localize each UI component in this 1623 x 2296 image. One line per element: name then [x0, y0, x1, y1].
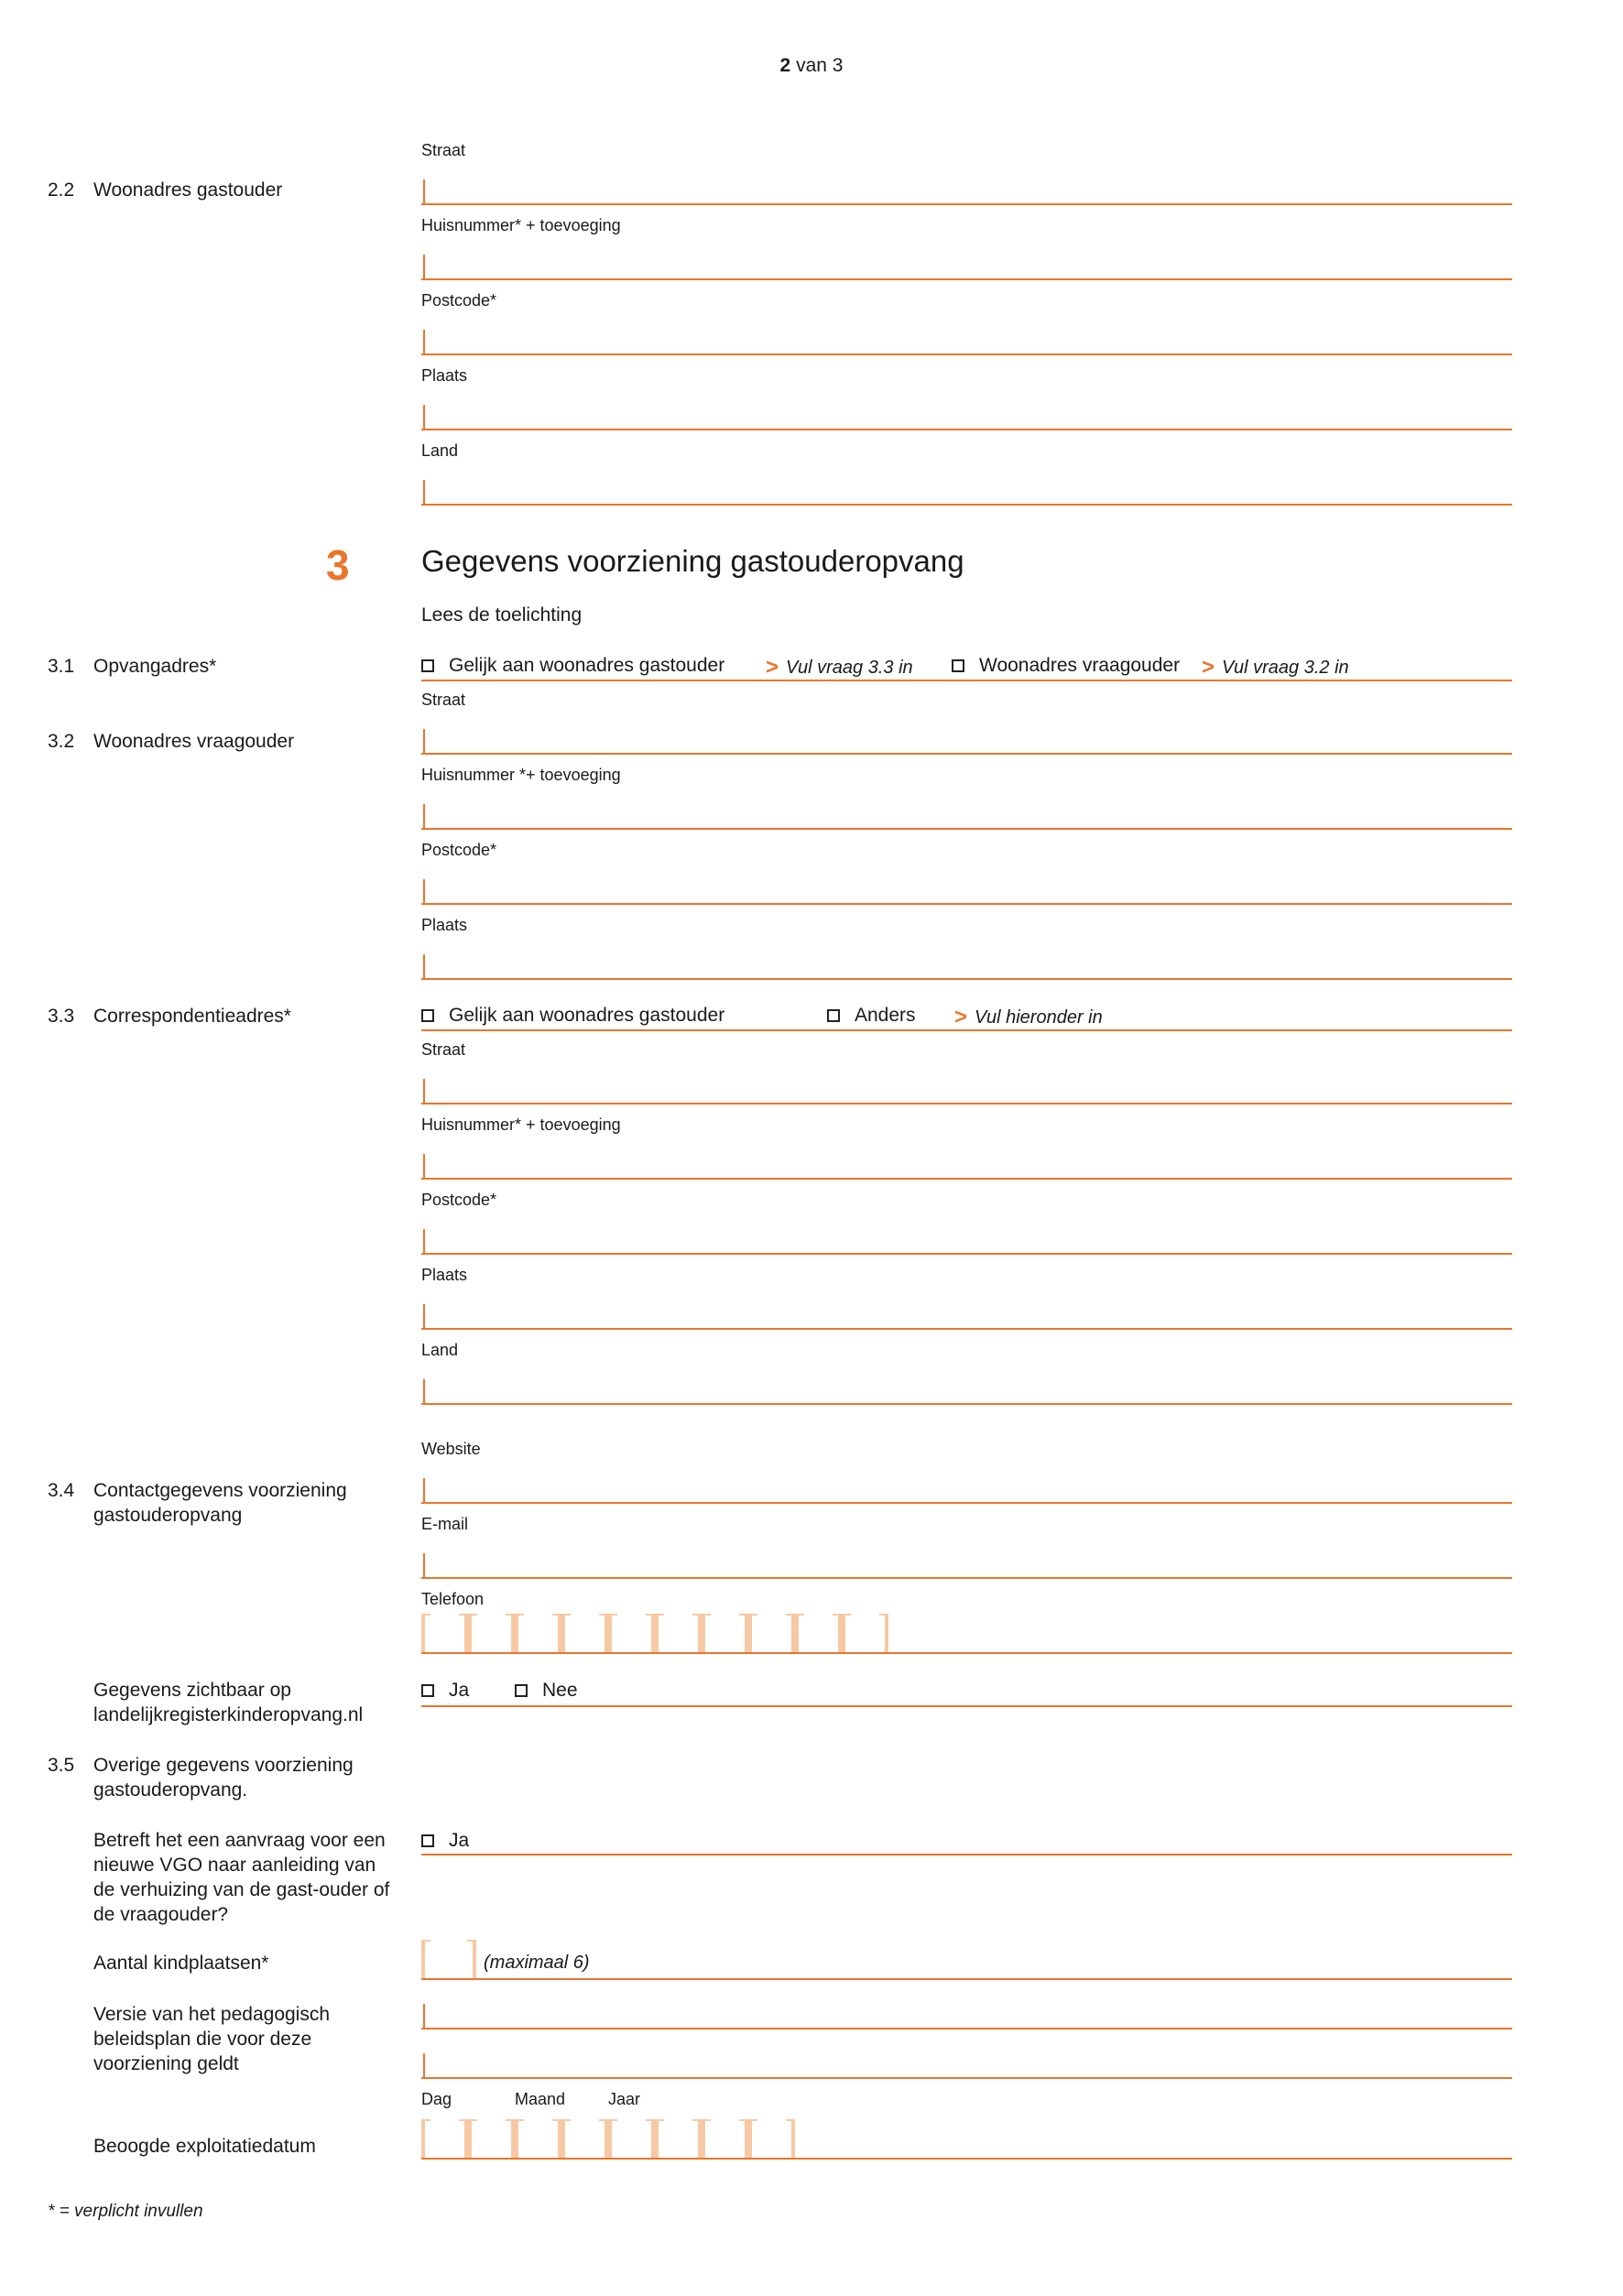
- field-label-street: Straat: [421, 1040, 466, 1059]
- date-part-year: Jaar: [608, 2090, 641, 2108]
- field-line: [421, 1854, 1512, 1855]
- question-label: Beoogde exploitatiedatum: [93, 2136, 316, 2157]
- field-line: [421, 203, 1512, 205]
- street-input[interactable]: [423, 729, 425, 753]
- street-input[interactable]: [423, 180, 425, 203]
- question-label: Versie van het pedagogisch beleidsplan die voor deze voorziening geldt: [93, 2004, 331, 2074]
- digit-box[interactable]: [702, 2119, 748, 2158]
- field-label-housenumber: Huisnummer* + toevoeging: [421, 1115, 621, 1134]
- housenumber-input[interactable]: [423, 804, 425, 828]
- arrow-icon: >: [1202, 655, 1215, 680]
- version-input-line1[interactable]: [423, 2004, 425, 2028]
- option-parent-address[interactable]: Woonadres vraagouder: [952, 655, 1180, 677]
- question-label: Correspondentieadres*: [93, 1006, 291, 1027]
- checkbox[interactable]: [421, 1009, 434, 1022]
- digit-box[interactable]: [468, 2119, 515, 2158]
- field-label-city: Plaats: [421, 1266, 468, 1284]
- digit-box[interactable]: [421, 1614, 468, 1652]
- country-input[interactable]: [423, 480, 425, 504]
- field-label-website: Website: [421, 1440, 481, 1458]
- question-label: Betreft het een aanvraag voor een nieuwe VGO naar aanleiding van de verhuizing van de gast-ouder of de vraagouder?: [93, 1830, 390, 1925]
- digit-box[interactable]: [795, 1614, 842, 1652]
- field-label-postcode: Postcode*: [421, 841, 497, 859]
- option-move-yes[interactable]: Ja: [421, 1830, 469, 1852]
- digit-box[interactable]: [468, 1614, 515, 1652]
- field-line: [421, 1253, 1512, 1255]
- places-input[interactable]: [421, 1940, 476, 1978]
- digit-box[interactable]: [748, 2119, 795, 2158]
- field-label-street: Straat: [421, 141, 466, 159]
- question-number: 2.2: [48, 180, 75, 201]
- field-label-phone: Telefoon: [421, 1590, 485, 1608]
- field-line: [421, 1705, 1512, 1707]
- checkbox[interactable]: [421, 1684, 434, 1697]
- digit-box[interactable]: [515, 1614, 561, 1652]
- question-label: Contactgegevens voorziening gastouderopvang: [93, 1480, 347, 1526]
- housenumber-input[interactable]: [423, 1154, 425, 1178]
- field-line: [421, 753, 1512, 755]
- question-label: Opvangadres*: [93, 656, 217, 677]
- question-number: 3.5: [48, 1755, 75, 1776]
- question-label: Aantal kindplaatsen*: [93, 1953, 269, 1974]
- field-line: [421, 354, 1512, 355]
- field-line: [421, 903, 1512, 905]
- arrow-icon: >: [766, 655, 779, 680]
- digit-box[interactable]: [655, 2119, 702, 2158]
- checkbox[interactable]: [952, 659, 964, 672]
- field-line: [421, 1652, 1512, 1654]
- field-line: [421, 504, 1512, 506]
- checkbox[interactable]: [421, 659, 434, 672]
- digit-box[interactable]: [702, 1614, 748, 1652]
- field-line: [421, 680, 1512, 681]
- section-title: Gegevens voorziening gastouderopvang: [421, 544, 964, 578]
- question-label: Gegevens zichtbaar op landelijkregisterkinderopvang.nl: [93, 1680, 364, 1725]
- country-input[interactable]: [423, 1379, 425, 1403]
- field-label-city: Plaats: [421, 916, 468, 934]
- digit-box[interactable]: [655, 1614, 702, 1652]
- arrow-icon: >: [954, 1005, 968, 1029]
- option-visible-no[interactable]: Nee: [515, 1680, 578, 1702]
- field-line: [421, 2028, 1512, 2029]
- question-number: 3.2: [48, 731, 75, 752]
- field-label-street: Straat: [421, 691, 466, 709]
- field-line: [421, 1403, 1512, 1405]
- website-input[interactable]: [423, 1478, 425, 1502]
- question-number: 3.3: [48, 1006, 75, 1027]
- digit-box[interactable]: [421, 2119, 468, 2158]
- postcode-input[interactable]: [423, 879, 425, 903]
- field-line: [421, 1178, 1512, 1180]
- digit-box[interactable]: [515, 2119, 561, 2158]
- option-other[interactable]: Anders: [827, 1005, 916, 1027]
- field-line: [421, 278, 1512, 280]
- street-input[interactable]: [423, 1079, 425, 1103]
- field-label-email: E-mail: [421, 1515, 469, 1533]
- field-line: [421, 978, 1512, 980]
- digit-box[interactable]: [842, 1614, 888, 1652]
- section-note: Lees de toelichting: [421, 604, 583, 626]
- email-input[interactable]: [423, 1553, 425, 1577]
- city-input[interactable]: [423, 405, 425, 429]
- field-label-city: Plaats: [421, 366, 468, 385]
- postcode-input[interactable]: [423, 1229, 425, 1253]
- question-label: Woonadres gastouder: [93, 180, 283, 201]
- hint-3-1b: > Vul vraag 3.2 in: [1202, 655, 1349, 680]
- field-label-country: Land: [421, 441, 459, 460]
- hint-3-1a: > Vul vraag 3.3 in: [766, 655, 913, 680]
- option-same-as-host[interactable]: Gelijk aan woonadres gastouder: [421, 1005, 724, 1027]
- date-part-month: Maand: [515, 2090, 566, 2108]
- section-number: 3: [326, 541, 350, 589]
- checkbox[interactable]: [827, 1009, 840, 1022]
- field-label-postcode: Postcode*: [421, 291, 497, 310]
- field-line: [421, 1328, 1512, 1330]
- checkbox[interactable]: [421, 1834, 434, 1847]
- checkbox[interactable]: [515, 1684, 528, 1697]
- housenumber-input[interactable]: [423, 255, 425, 278]
- city-input[interactable]: [423, 1304, 425, 1328]
- digit-box[interactable]: [748, 1614, 795, 1652]
- digit-box[interactable]: [561, 1614, 608, 1652]
- field-line: [421, 1502, 1512, 1504]
- field-label-housenumber: Huisnummer *+ toevoeging: [421, 766, 621, 784]
- question-number: 3.4: [48, 1480, 75, 1501]
- option-same-as-host[interactable]: Gelijk aan woonadres gastouder: [421, 655, 724, 677]
- field-line: [421, 2158, 1512, 2160]
- question-label: Overige gegevens voorziening gastouderopvang.: [93, 1755, 354, 1801]
- digit-box[interactable]: [561, 2119, 608, 2158]
- field-label-housenumber: Huisnummer* + toevoeging: [421, 216, 621, 234]
- digit-box[interactable]: [608, 1614, 655, 1652]
- question-label: Woonadres vraagouder: [93, 731, 295, 752]
- footnote: * = verplicht invullen: [48, 2202, 203, 2221]
- postcode-input[interactable]: [423, 330, 425, 354]
- page-number: 2 van 3: [779, 55, 844, 76]
- field-line: [421, 1103, 1512, 1104]
- option-visible-yes[interactable]: Ja: [421, 1680, 469, 1702]
- places-hint: (maximaal 6): [484, 1953, 590, 1973]
- hint-3-3: > Vul hieronder in: [954, 1005, 1103, 1029]
- date-part-day: Dag: [421, 2090, 452, 2108]
- field-label-country: Land: [421, 1341, 459, 1359]
- field-line: [421, 1029, 1512, 1031]
- digit-box[interactable]: [608, 2119, 655, 2158]
- city-input[interactable]: [423, 954, 425, 978]
- field-line: [421, 1978, 1512, 1980]
- version-input-line2[interactable]: [423, 2053, 425, 2077]
- field-line: [421, 2077, 1512, 2079]
- question-number: 3.1: [48, 656, 75, 677]
- field-line: [421, 1577, 1512, 1579]
- field-line: [421, 828, 1512, 830]
- field-line: [421, 429, 1512, 430]
- field-label-postcode: Postcode*: [421, 1191, 497, 1209]
